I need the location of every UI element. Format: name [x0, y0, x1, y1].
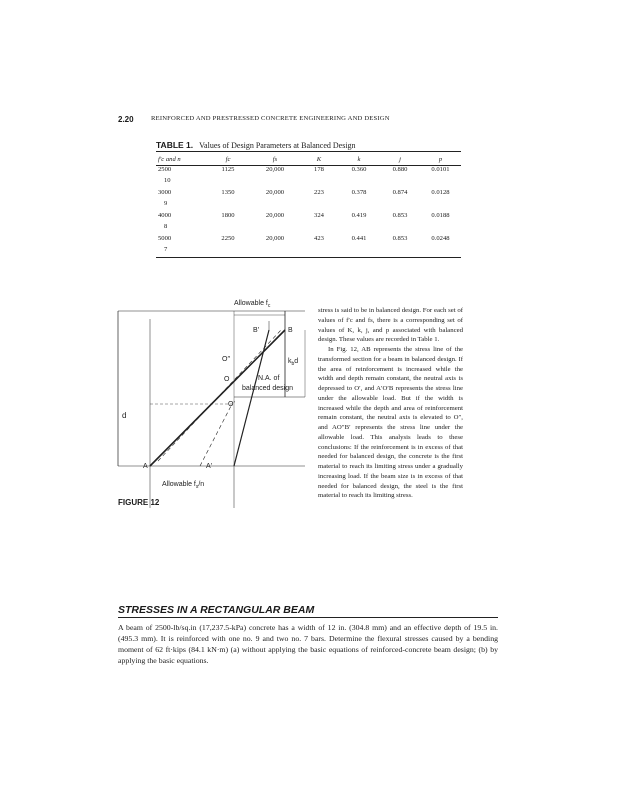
- allowable-fs-label: Allowable $f_s/n$: [162, 481, 205, 490]
- col-K: [300, 154, 338, 165]
- kbd-label: $k_bd$: [288, 358, 299, 367]
- body-paragraph: In Fig. 12, AB represents the stress line of the transformed section for a beam in balanced design. If the area of reinforcement is increased while the width and depth remain constant, the neutral axis is depressed to O′, and A′O′B represents the stress line under the allowable load. But if the width is increased while the depth and area of reinforcement remain constant, the neutral axis is elevated to O″, and AO″B′ represents the stress line under the allowable load. This analysis leads to these conclusions: If the reinforcement is in excess of that needed for balanced design, the concrete is the first material to reach its limiting stress under a gradually increasing load. If the beam size is in excess of that needed for balanced design, the steel is the first material to reach its limiting stress.: [318, 346, 463, 500]
- cell-j: 0.853: [392, 212, 408, 219]
- O-double-prime-label: O″: [222, 356, 230, 363]
- problem-paragraph: A beam of 2500-lb/sq.in (17,237.5-kPa) concrete has a width of 12 in. (304.8 mm) and an effective depth of 19.5 in. (495.3 mm). It is reinforced with one no. 9 and two no. 7 bars. Determine the flexural stresses caused by a bending moment of 62 ft·kips (84.1 kN·m) (a) without applying the basic equations of reinforced-concrete beam design; (b) by applying the basic equations.: [118, 623, 498, 665]
- neutral-axis-label-2: balanced design: [242, 385, 293, 392]
- table-row: [156, 165, 461, 177]
- section-rule: [118, 617, 498, 618]
- problem-statement: [118, 622, 498, 666]
- table-title: Values of Design Parameters at Balanced Design: [199, 141, 356, 150]
- table-row-n: [156, 200, 461, 211]
- cell-p: 0.0128: [431, 189, 450, 196]
- table-row-n: [156, 223, 461, 234]
- cell-K: 324: [314, 212, 324, 219]
- table-header-row: [156, 154, 461, 165]
- stress-line-AprimeOprime: [200, 404, 232, 466]
- col-p: [420, 154, 461, 165]
- design-parameters-table: [156, 154, 461, 257]
- cell-K: 223: [314, 189, 324, 196]
- col-j: [380, 154, 420, 165]
- cell-p: 0.0248: [431, 235, 450, 242]
- body-paragraph: stress is said to be in balanced design. For each set of values of f′c and fs, there is a corresponding set of values of K, k, j, and p associated with balanced design. These values are recorded in Table 1.: [318, 307, 463, 344]
- cell-K: 423: [314, 235, 324, 242]
- col-header: f′c and n: [158, 156, 181, 163]
- col-header: p: [438, 156, 443, 163]
- table-top-rule: [156, 151, 461, 152]
- cell-fc: 1350: [221, 189, 235, 196]
- stress-line-AprimeB: [234, 330, 269, 466]
- cell-fc: 1800: [221, 212, 235, 219]
- col-header: K: [316, 156, 322, 163]
- A-label: A: [143, 463, 148, 470]
- neutral-axis-label-1: N.A. of: [258, 375, 280, 382]
- section-title: STRESSES IN A RECTANGULAR BEAM: [118, 604, 315, 616]
- col-fc: [206, 154, 250, 165]
- figure-label: FIGURE 12: [118, 498, 160, 507]
- cell-n: 8: [164, 223, 168, 230]
- cell-fc-prime: 3000: [158, 189, 172, 196]
- col-header: fs: [272, 156, 278, 163]
- B-label: B: [288, 327, 293, 334]
- O-prime-label: O′: [228, 401, 235, 408]
- cell-fc: 2250: [221, 235, 235, 242]
- cell-j: 0.880: [392, 166, 408, 173]
- cell-j: 0.853: [392, 235, 408, 242]
- cell-fs: 20,000: [265, 235, 285, 242]
- cell-n: 7: [164, 246, 168, 253]
- table-row-n: [156, 246, 461, 257]
- cell-fc-prime: 5000: [158, 235, 172, 242]
- depth-d-label: d: [122, 411, 127, 420]
- cell-fc: 1125: [221, 166, 235, 173]
- cell-p: 0.0188: [431, 212, 450, 219]
- table-row: [156, 188, 461, 200]
- B-prime-label: B′: [253, 327, 259, 334]
- cell-fs: 20,000: [265, 212, 285, 219]
- cell-k: 0.378: [351, 189, 367, 196]
- cell-fs: 20,000: [265, 189, 285, 196]
- cell-fc-prime: 2500: [158, 166, 172, 173]
- cell-n: 9: [164, 200, 168, 207]
- cell-k: 0.419: [351, 212, 367, 219]
- A-prime-label: A′: [206, 463, 212, 470]
- col-header: k: [357, 156, 361, 163]
- body-text-column: [318, 306, 463, 501]
- cell-K: 178: [314, 166, 324, 173]
- cell-p: 0.0101: [431, 166, 450, 173]
- allowable-fc-label: Allowable $f_c$: [234, 300, 271, 309]
- stress-diagram: [0, 292, 617, 512]
- cell-k: 0.360: [351, 166, 367, 173]
- running-title: REINFORCED AND PRESTRESSED CONCRETE ENGINEERING AND DESIGN: [151, 115, 390, 122]
- col-header: fc: [225, 156, 231, 163]
- table-caption: [156, 140, 356, 150]
- page-number: 2.20: [118, 114, 134, 124]
- table-label: TABLE 1.: [156, 140, 194, 150]
- cell-j: 0.874: [392, 189, 408, 196]
- col-fc-prime-n: [156, 154, 206, 165]
- cell-n: 10: [164, 177, 171, 184]
- cell-k: 0.441: [351, 235, 367, 242]
- table-row: [156, 211, 461, 223]
- table-row-n: [156, 177, 461, 188]
- cell-fc-prime: 4000: [158, 212, 172, 219]
- col-header: j: [399, 156, 401, 163]
- table-row: [156, 234, 461, 246]
- col-fs: [250, 154, 300, 165]
- cell-fs: 20,000: [265, 166, 285, 173]
- table-bottom-rule: [156, 257, 461, 258]
- O-label: O: [224, 376, 230, 383]
- col-k: [338, 154, 380, 165]
